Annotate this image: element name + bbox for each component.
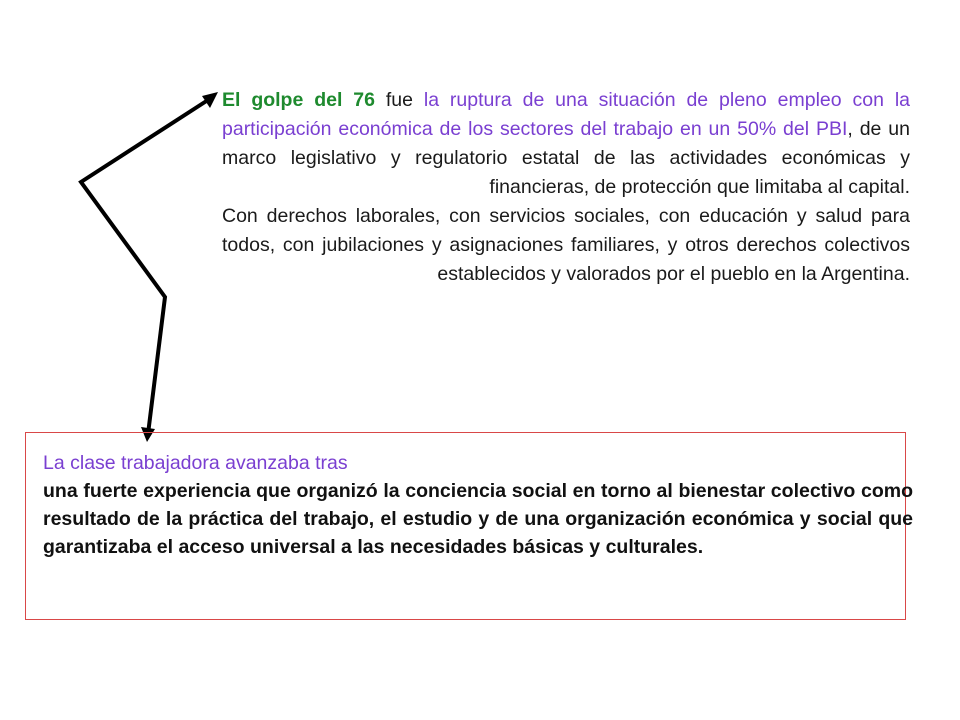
bottom-intro: La clase trabajadora avanzaba tras	[43, 452, 348, 474]
bottom-body: una fuerte experiencia que organizó la conciencia social en torno al bienestar colectivo como resultado de la práctica del trabajo, el estudio y de una organización económica y social que garantizaba el acceso universal a las necesidades básicas y culturales.	[43, 480, 913, 558]
bottom-text-box	[25, 432, 913, 620]
arrow-line-top	[81, 100, 208, 434]
top-paragraph	[222, 86, 910, 289]
top-paragraph-first	[222, 86, 910, 202]
text-marco: , de un marco legislativo y regulatorio estatal de las actividades económicas y financieras, de protección que limitaba al capital.	[222, 118, 910, 198]
highlight-ruptura: la ruptura de una situación de pleno empleo con la participación económica de los sectores del trabajo en un 50% del PBI	[222, 89, 910, 140]
top-paragraph-second: Con derechos laborales, con servicios sociales, con educación y salud para todos, con jubilaciones y asignaciones familiares, y otros derechos colectivos establecidos y valorados por el pueblo en la Argentina.	[222, 205, 910, 285]
text-fue: fue	[374, 89, 424, 111]
highlight-golpe: El golpe del 76	[222, 89, 375, 111]
